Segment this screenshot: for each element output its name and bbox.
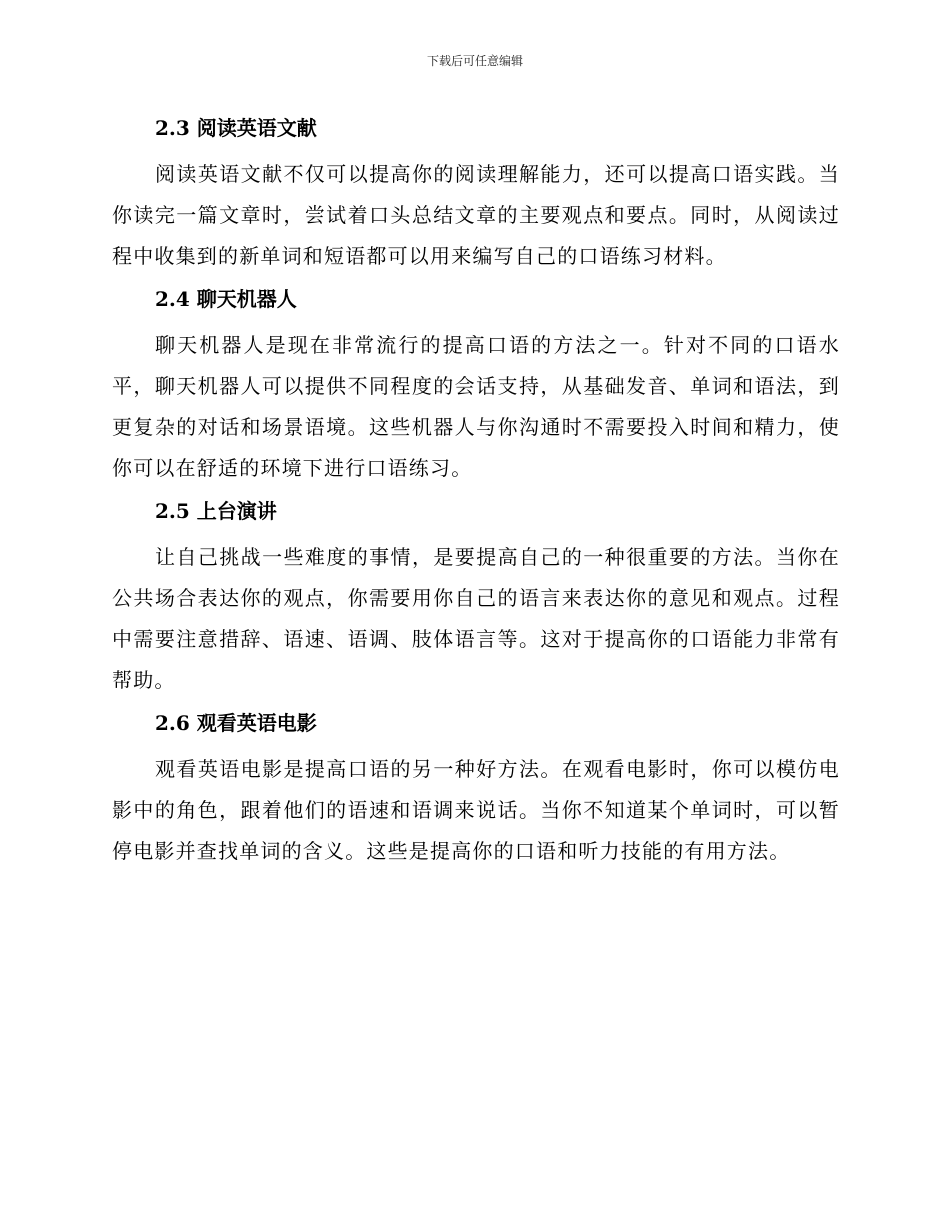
section-heading: 2.5 上台演讲 [155,499,277,523]
section-2-5 [112,493,840,701]
section-2-4 [112,281,840,489]
section-heading: 2.3 阅读英语文献 [155,116,317,140]
section-2-6 [112,705,840,872]
document-body [112,110,840,876]
section-2-3 [112,110,840,277]
section-paragraph: 阅读英语文献不仅可以提高你的阅读理解能力，还可以提高口语实践。当你读完一篇文章时，尝试着口头总结文章的主要观点和要点。同时，从阅读过程中收集到的新单词和短语都可以用来编写自己的口语练习材料。 [112,162,840,268]
section-paragraph: 聊天机器人是现在非常流行的提高口语的方法之一。针对不同的口语水平，聊天机器人可以提供不同程度的会话支持，从基础发音、单词和语法，到更复杂的对话和场景语境。这些机器人与你沟通时不需要投入时间和精力，使你可以在舒适的环境下进行口语练习。 [112,333,840,480]
section-paragraph: 让自己挑战一些难度的事情，是要提高自己的一种很重要的方法。当你在公共场合表达你的观点，你需要用你自己的语言来表达你的意见和观点。过程中需要注意措辞、语速、语调、肢体语言等。这对于提高你的口语能力非常有帮助。 [112,545,840,692]
section-paragraph: 观看英语电影是提高口语的另一种好方法。在观看电影时，你可以模仿电影中的角色，跟着他们的语速和语调来说话。当你不知道某个单词时，可以暂停电影并查找单词的含义。这些是提高你的口语和听力技能的有用方法。 [112,757,840,863]
section-heading: 2.6 观看英语电影 [155,711,317,735]
section-heading: 2.4 聊天机器人 [155,287,297,311]
page-header: 下载后可任意编辑 [426,54,523,68]
